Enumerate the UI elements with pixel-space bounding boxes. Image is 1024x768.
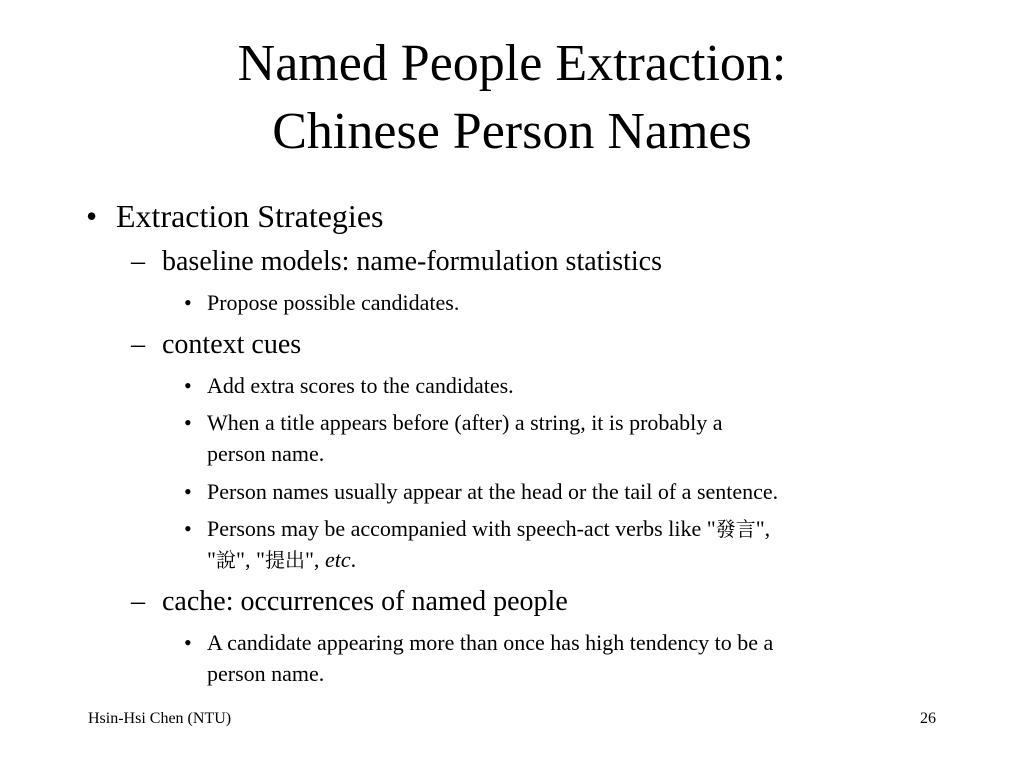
subbullet-context-cues: context cues [162,329,302,360]
subbullet-baseline-models: baseline models: name-formulation statistics [162,246,662,277]
subbullet-cache: cache: occurrences of named people [162,586,568,617]
text-fragment: ", " [235,547,265,572]
item-title-appears-line1: When a title appears before (after) a string, it is probably a [207,410,723,435]
slide-title [0,30,1024,166]
cjk-verb-tichu: 提出 [264,548,305,572]
item-candidate-appearing-line1: A candidate appearing more than once has high tendency to be a [207,630,774,655]
bullet-marker: • [184,373,192,398]
dash-marker: – [131,329,145,360]
dash-marker: – [131,246,145,277]
bullet-marker: • [184,479,192,504]
item-person-names-position: Person names usually appear at the head or the tail of a sentence. [207,479,779,504]
item-speech-act-verbs-line2 [207,546,356,574]
item-speech-act-verbs-line1 [207,515,770,543]
cjk-verb-shuo: 說 [215,548,236,572]
title-line-1: Named People Extraction: [237,35,787,92]
text-fragment: . [350,547,357,572]
item-propose-candidates: Propose possible candidates. [207,290,460,315]
title-line-2: Chinese Person Names [272,103,752,160]
bullet-extraction-strategies: Extraction Strategies [116,198,384,234]
text-fragment: ", [304,547,325,572]
item-candidate-appearing-line2: person name. [207,661,325,686]
item-add-extra-scores: Add extra scores to the candidates. [207,373,514,398]
bullet-marker: • [184,290,192,315]
footer-author: Hsin-Hsi Chen (NTU) [88,710,232,727]
cjk-verb-fayan: 發言 [715,517,756,541]
bullet-marker: • [184,630,192,655]
item-title-appears-line2: person name. [207,441,325,466]
footer-page-number: 26 [920,710,936,727]
bullet-marker: • [184,410,192,435]
text-fragment: Persons may be accompanied with speech-act verbs like " [207,516,716,541]
bullet-marker: • [86,198,98,234]
text-fragment: " [207,547,216,572]
text-fragment: ", [755,516,771,541]
bullet-marker: • [184,516,192,541]
text-etc: etc [324,547,351,572]
dash-marker: – [131,586,145,617]
